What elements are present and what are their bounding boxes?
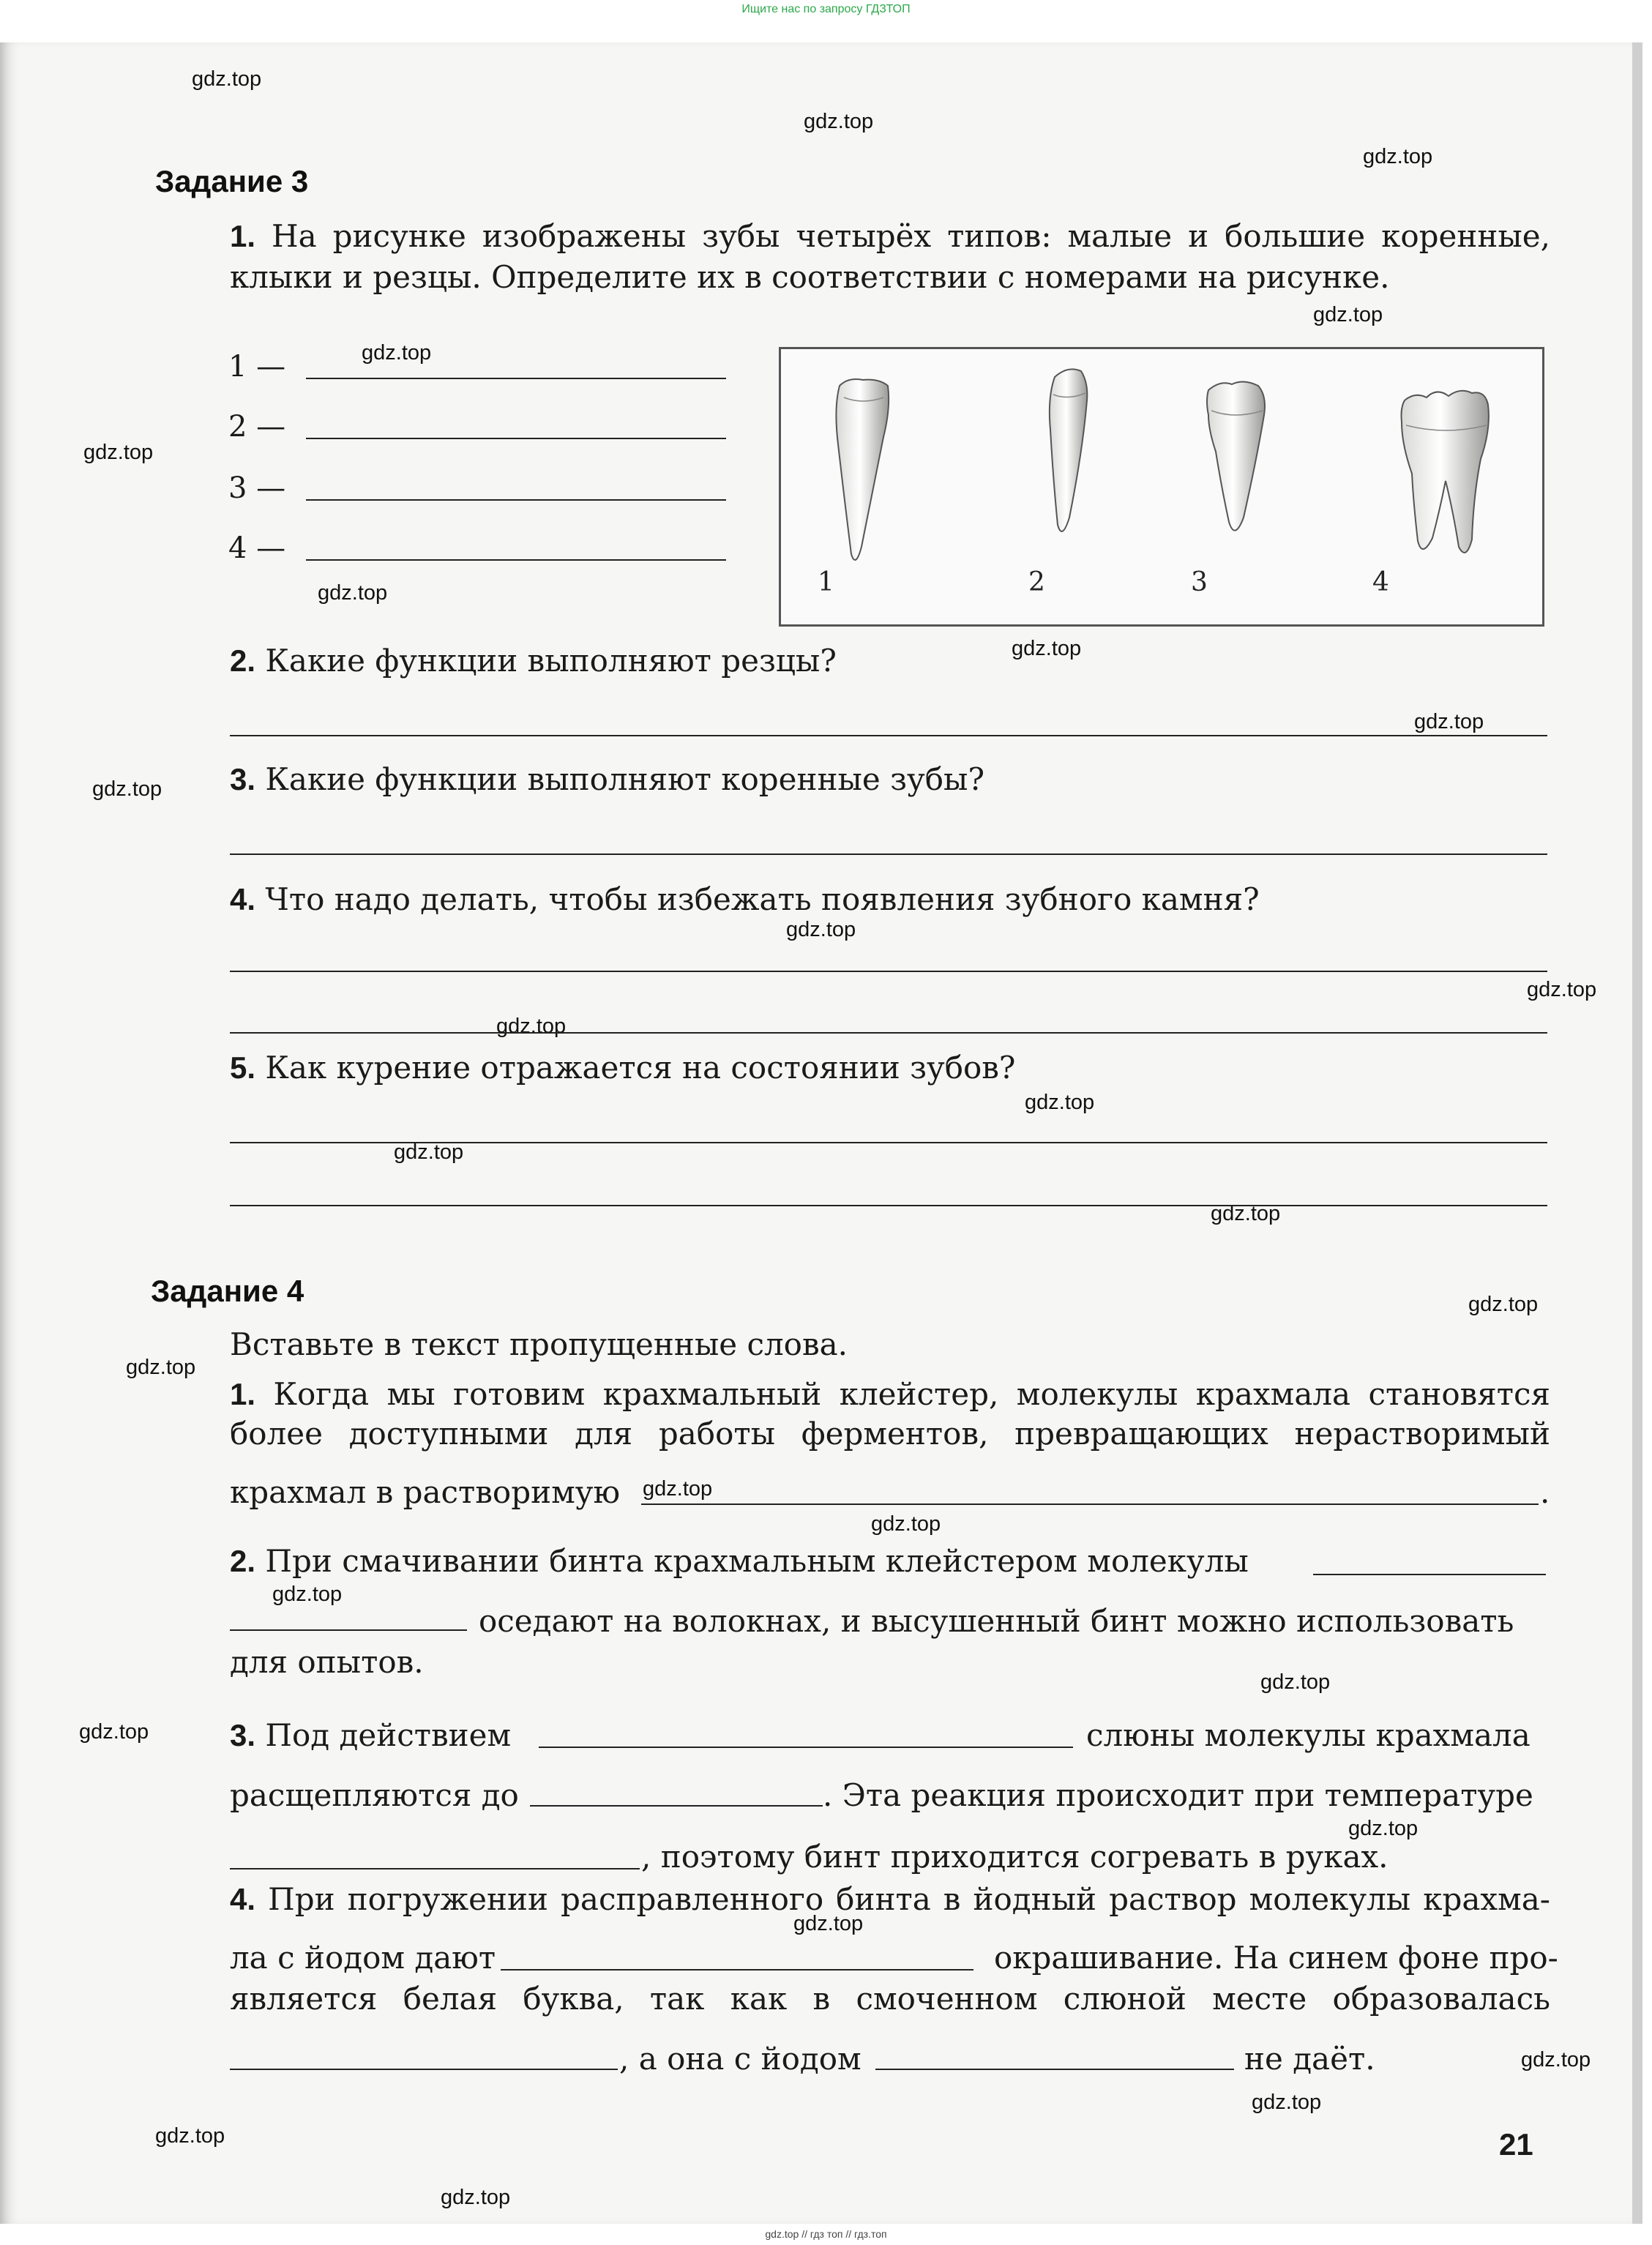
watermark: gdz.top <box>1313 303 1383 326</box>
task4-s2-blank-1[interactable] <box>1313 1574 1546 1575</box>
task3-q3-text: Какие функции выполняют коренные зубы? <box>265 761 984 797</box>
watermark: gdz.top <box>155 2124 225 2148</box>
task3-q1-line2: клыки и резцы. Определите их в соответствии с номерами на рисунке. <box>230 259 1390 295</box>
bottom-banner: gdz.top // гдз топ // гдз.топ <box>765 2228 887 2240</box>
task3-title: Задание 3 <box>155 164 309 198</box>
task4-s2-blank-2[interactable] <box>230 1629 467 1631</box>
watermark: gdz.top <box>871 1512 941 1536</box>
task4-s4-line3: является белая буква, так как в смоченном слюной месте образовалась <box>230 1981 1550 2017</box>
premolar-tooth-icon <box>1207 381 1265 530</box>
task3-q2-answer-line[interactable] <box>230 735 1547 736</box>
watermark: gdz.top <box>1414 710 1484 733</box>
task4-s2-line2: оседают на волокнах, и высушенный бинт можно использовать <box>479 1603 1514 1639</box>
task4-s2-line1 <box>230 1540 1249 1583</box>
task4-s4-blank-2[interactable] <box>230 2069 618 2070</box>
answer-line-2[interactable] <box>306 438 726 439</box>
watermark: gdz.top <box>1348 1817 1419 1840</box>
task3-q5-answer-line-1[interactable] <box>230 1142 1547 1143</box>
task4-s1-period: . <box>1540 1474 1550 1510</box>
watermark: gdz.top <box>394 1140 464 1164</box>
molar-tooth-icon <box>1402 391 1489 553</box>
incisor-tooth-icon <box>836 379 889 560</box>
task4-s3-number: 3. <box>230 1718 256 1752</box>
task3-q2-number: 2. <box>230 643 256 678</box>
watermark: gdz.top <box>272 1583 343 1606</box>
watermark: gdz.top <box>804 110 874 133</box>
task4-s1-line3: крахмал в растворимую <box>230 1474 621 1510</box>
task4-s4-b: окрашивание. На синем фоне про- <box>994 1940 1558 1976</box>
task3-q4-text: Что надо делать, чтобы избежать появления зубного камня? <box>265 881 1260 917</box>
page-number: 21 <box>1499 2127 1533 2162</box>
task4-s1-number: 1. <box>230 1377 256 1411</box>
task3-q4-number: 4. <box>230 882 256 916</box>
task4-s4-d: не даёт. <box>1244 2041 1375 2077</box>
watermark: gdz.top <box>318 581 388 605</box>
answer-label-2: 2 — <box>228 410 286 444</box>
task4-s2-line3: для опытов. <box>230 1644 424 1680</box>
watermark: gdz.top <box>496 1015 567 1038</box>
watermark: gdz.top <box>1527 978 1597 1001</box>
task4-s3-blank-2[interactable] <box>530 1805 823 1807</box>
watermark: gdz.top <box>92 777 162 801</box>
task3-q3-answer-line[interactable] <box>230 853 1547 855</box>
watermark: gdz.top <box>1025 1091 1095 1114</box>
answer-label-4: 4 — <box>228 531 286 565</box>
task4-s3-d: . Эта реакция происходит при температуре <box>823 1777 1533 1813</box>
canine-tooth-icon <box>1050 369 1087 531</box>
task3-q3-number: 3. <box>230 762 256 796</box>
task4-s4-number: 4. <box>230 1882 256 1916</box>
answer-line-4[interactable] <box>306 559 726 561</box>
task4-s3-b: слюны молекулы крахмала <box>1086 1717 1530 1753</box>
watermark: gdz.top <box>79 1720 149 1744</box>
task4-s3-blank-1[interactable] <box>539 1747 1073 1748</box>
answer-label-3: 3 — <box>228 471 286 505</box>
watermark: gdz.top <box>1211 1202 1281 1225</box>
figure-number-4: 4 <box>1372 567 1389 597</box>
task4-s3-c: расщепляются до <box>230 1777 519 1813</box>
watermark: gdz.top <box>1012 637 1082 660</box>
task4-s4-text: При погружении расправленного бинта в йодный раствор молекулы крахма- <box>268 1881 1550 1917</box>
task4-s3-blank-3[interactable] <box>230 1868 640 1869</box>
watermark: gdz.top <box>441 2186 511 2209</box>
task4-s1-text: Когда мы готовим крахмальный клейстер, молекулы крахмала становятся <box>273 1376 1550 1412</box>
task3-q4-answer-line-1[interactable] <box>230 971 1547 972</box>
top-banner: Ищите нас по запросу ГДЗТОП <box>741 3 911 15</box>
task3-q5-text: Как курение отражается на состоянии зубов? <box>265 1050 1016 1086</box>
task3-q1-line1 <box>230 215 1550 258</box>
task4-s2-text: При смачивании бинта крахмальным клейстером молекулы <box>265 1543 1249 1579</box>
task3-q5 <box>230 1047 1015 1089</box>
task4-s4-line1 <box>230 1878 1550 1921</box>
task4-s3-line1 <box>230 1714 511 1757</box>
watermark: gdz.top <box>362 341 432 365</box>
task4-s1-line1 <box>230 1373 1550 1416</box>
task3-q1-number: 1. <box>230 219 256 253</box>
task3-q2 <box>230 640 837 682</box>
watermark: gdz.top <box>1260 1670 1331 1694</box>
figure-number-3: 3 <box>1191 567 1208 597</box>
watermark: gdz.top <box>643 1477 713 1501</box>
task3-q1-text: На рисунке изображены зубы четырёх типов: малые и большие коренные, <box>272 218 1550 254</box>
watermark: gdz.top <box>1252 2091 1322 2114</box>
task4-s1-blank[interactable] <box>641 1503 1539 1505</box>
task4-intro: Вставьте в текст пропущенные слова. <box>230 1326 848 1362</box>
task4-s4-c: , а она с йодом <box>619 2041 861 2077</box>
watermark: gdz.top <box>83 441 154 464</box>
task4-s3-e: , поэтому бинт приходится согревать в руках. <box>641 1839 1388 1875</box>
watermark: gdz.top <box>126 1356 196 1379</box>
watermark: gdz.top <box>1521 2048 1591 2072</box>
figure-number-2: 2 <box>1028 567 1045 597</box>
task3-q2-text: Какие функции выполняют резцы? <box>265 643 837 679</box>
answer-label-1: 1 — <box>228 350 286 384</box>
task4-s1-line2: более доступными для работы ферментов, превращающих нерастворимый <box>230 1416 1550 1452</box>
task3-q5-answer-line-2[interactable] <box>230 1205 1547 1206</box>
figure-number-1: 1 <box>818 567 834 597</box>
watermark: gdz.top <box>1468 1293 1539 1316</box>
answer-line-1[interactable] <box>306 378 726 379</box>
watermark: gdz.top <box>786 918 856 941</box>
task3-q4-answer-line-2[interactable] <box>230 1032 1547 1034</box>
teeth-illustration <box>781 349 1542 624</box>
task4-s4-blank-3[interactable] <box>875 2069 1234 2070</box>
watermark: gdz.top <box>1363 145 1433 168</box>
task4-title: Задание 4 <box>151 1274 304 1308</box>
teeth-figure <box>779 347 1544 627</box>
task4-s4-blank-1[interactable] <box>501 1969 973 1971</box>
watermark: gdz.top <box>192 67 262 91</box>
task3-q3 <box>230 758 984 801</box>
task4-s4-a: ла с йодом дают <box>230 1940 496 1976</box>
task4-s3-a: Под действием <box>265 1717 512 1753</box>
task4-s2-number: 2. <box>230 1544 256 1578</box>
answer-line-3[interactable] <box>306 499 726 501</box>
task3-q5-number: 5. <box>230 1050 256 1085</box>
watermark: gdz.top <box>793 1912 864 1935</box>
task3-q4 <box>230 878 1260 921</box>
